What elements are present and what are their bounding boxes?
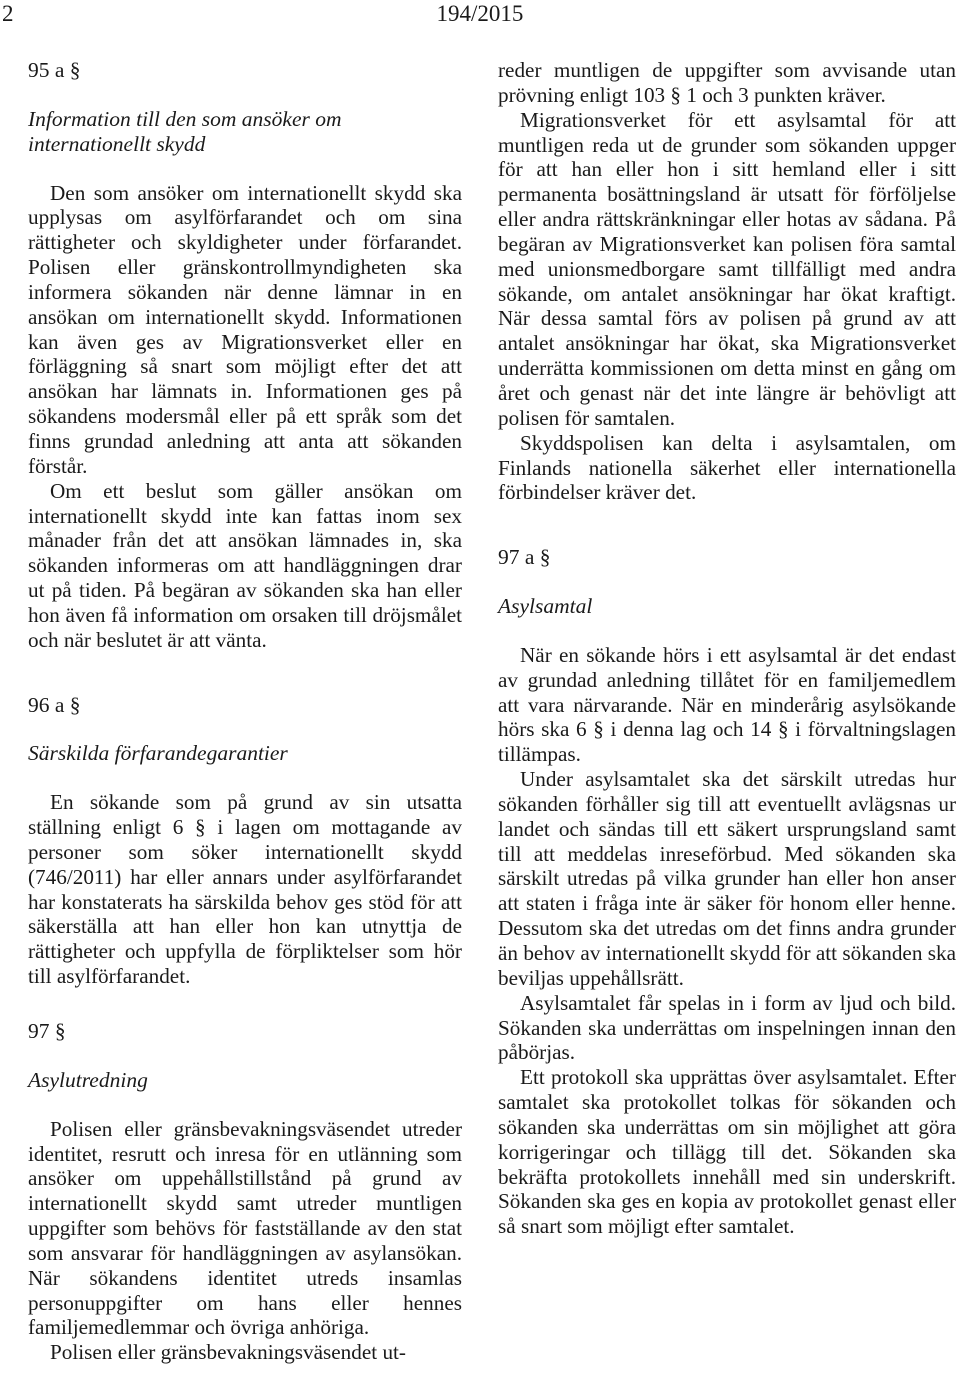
section-number: 95 a § [28, 58, 81, 82]
page-header [0, 0, 960, 30]
section-title: Asylutredning [28, 1067, 148, 1092]
paragraph: Polisen eller gränsbevakningsväsendet ut- [50, 1340, 406, 1365]
section-title: internationellt skydd [28, 131, 206, 156]
section-number: 96 a § [28, 692, 81, 717]
paragraph: Polisen eller gränsbevakningsväsendet utreder identitet, resrutt och inresa för en utlänning som ansöker om uppehållstillstånd på grund av internationellt skydd samt utreder muntligen uppgifter som behövs för fastställande av den stat som ansvarar för handläggningen av asylansökan. När sökandens identitet utreds insamlas personuppgifter om hans eller hennes familjemedlemmar och övriga anhöriga. [28, 1116, 462, 1340]
document-id: 194/2015 [436, 1, 524, 26]
section-97-continued [498, 58, 956, 505]
paragraph: reder muntligen de uppgifter som avvisande utan prövning enligt 103 § 1 och 3 punkten kräver. [498, 58, 956, 107]
paragraph: En sökande som på grund av sin utsatta ställning enligt 6 § i lagen om mottagande av personer som söker internationellt skydd (746/2011) har eller annars under asylförfarandet har konstaterats ha särskilda behov ges stöd för att säkerställa att han eller hon kan utnyttja de rättigheter och uppfylla de förpliktelser som hör till asylförfarandet. [28, 790, 462, 989]
section-title: Information till den som ansöker om [28, 106, 342, 131]
right-column [498, 58, 956, 1239]
section-95a [28, 58, 462, 653]
section-number: 97 a § [498, 545, 551, 570]
section-number: 97 § [28, 1019, 66, 1043]
paragraph: Migrationsverket för ett asylsamtal för att muntligen reda ut de grunder som sökanden uppger för att han eller hon i sitt hemland eller i sitt permanenta bosättningsland är utsatt för förföljelse eller andra rättskränkningar eller hotas av sådana. På begäran av Migrationsverket kan polisen föra samtal med unionsmedborgare samt tillfälligt med andra sökande, om antalet ansökningar har ökat kraftigt. När dessa samtal förs av polisen på grund av att antalet ansökningar har ökat, ska Migrationsverket underrätta kommissionen om detta minst en gång om året och genast när det inte längre är behövligt att polisen för samtalen. [498, 107, 956, 430]
left-column [28, 58, 462, 1365]
paragraph: När en sökande hörs i ett asylsamtal är det endast av grundad anledning tillåtet för en familjemedlem att vara närvarande. När en minderårig asylsökande hörs ska 6 § i denna lag och 14 § i förvaltningslagen tillämpas. [498, 642, 956, 767]
section-title: Asylsamtal [498, 594, 593, 619]
section-96a [28, 693, 462, 989]
section-97 [28, 1019, 462, 1365]
section-97a [498, 545, 956, 1239]
paragraph: Ett protokoll ska upprättas över asylsamtalet. Efter samtalet ska protokollet tolkas för sökanden och sökanden ska underrättas om sin möjlighet att göra korrigeringar och tillägg till det. Sökanden ska bekräfta protokollets innehåll med sin underskrift. Sökanden ska ges en kopia av protokollet genast eller så snart som möjligt efter samtalet. [498, 1065, 956, 1239]
paragraph: Om ett beslut som gäller ansökan om internationellt skydd inte kan fattas inom sex månader från det att ansökan lämnades in, ska sökanden informeras om att handläggningen drar ut på tiden. På begäran av sökanden ska han eller hon även få information om orsaken till dröjsmålet och när beslutet är att vänta. [28, 478, 462, 652]
paragraph: Skyddspolisen kan delta i asylsamtalen, om Finlands nationella säkerhet eller internationella förbindelser kräver det. [498, 430, 956, 505]
paragraph: Under asylsamtalet ska det särskilt utredas hur sökanden förhåller sig till att eventuellt avlägsnas ur landet och sändas till ett säkert ursprungsland samt till att meddelas inreseförbud. Med sökanden ska särskilt utredas på vilka grunder han eller hon anser att staten i fråga inte är säker för honom eller henne. Dessutom ska det utredas om det finns andra grunder än behov av internationellt skydd för att sökanden ska beviljas uppehållsrätt. [498, 767, 956, 990]
section-title: Särskilda förfarandegarantier [28, 741, 288, 766]
page-number: 2 [2, 1, 14, 26]
paragraph: Asylsamtalet får spelas in i form av ljud och bild. Sökanden ska underrättas om inspelningen innan den påbörjas. [498, 990, 956, 1065]
paragraph: Den som ansöker om internationellt skydd ska upplysas om asylförfarandet och om sina rättigheter och skyldigheter under förfarandet. Polisen eller gränskontrollmyndigheten ska informera sökanden när denne lämnar in en ansökan om internationellt skydd. Informationen kan även ges av Migrationsverket eller en förläggning så snart som möjligt efter det att ansökan har lämnats in. Informationen ges på sökandens modersmål eller på ett språk som det finns grundad anledning att anta att sökanden förstår. [28, 180, 462, 478]
